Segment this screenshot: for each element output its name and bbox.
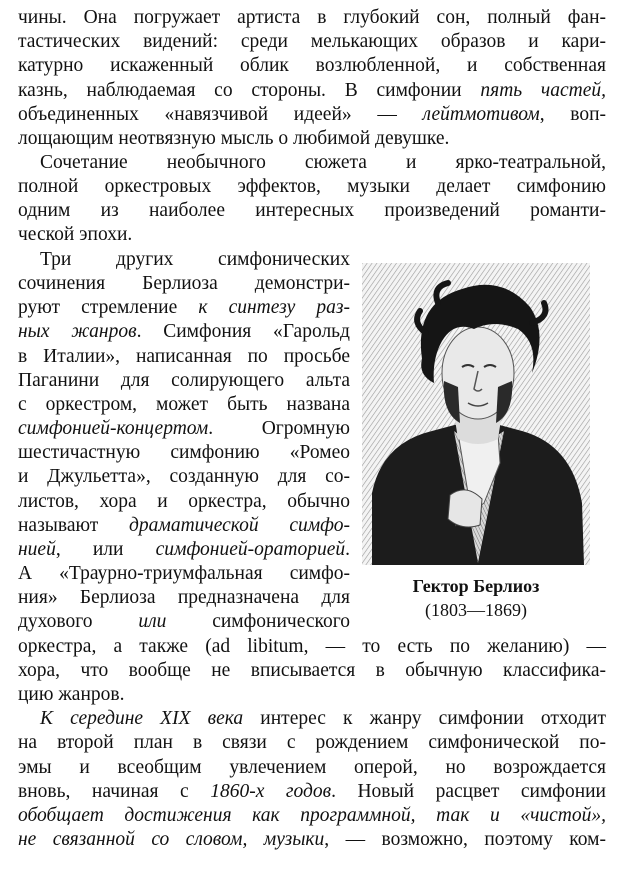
- text-line: ческой эпохи.: [18, 224, 133, 245]
- text-line: казнь, наблюдаемая со стороны. В симфонии пять частей,: [18, 80, 606, 101]
- text-line: листов, хора и оркестра, обычно: [18, 491, 350, 512]
- text-line: Три других симфонических: [40, 249, 350, 270]
- text-line: не связанной со словом, музыки, — возможно, поэтому ком-: [18, 829, 606, 850]
- portrait-engraving: [362, 263, 590, 565]
- text-line: называют драматической симфо-: [18, 515, 350, 536]
- text-line: одним из наиболее интересных произведений романти-: [18, 200, 606, 221]
- text-line: руют стремление к синтезу раз-: [18, 297, 350, 318]
- text-line: нией, или симфонией-ораторией.: [18, 539, 350, 560]
- text-line: тастических видений: среди мелькающих образов и кари-: [18, 31, 606, 52]
- text-line: Паганини для солирующего альта: [18, 370, 350, 391]
- text-line: катурно искаженный облик возлюбленной, и собственная: [18, 55, 606, 76]
- text-line: с оркестром, может быть названа: [18, 394, 350, 415]
- text-line: оркестра, а также (ad libitum, — то есть по желанию) —: [18, 636, 606, 657]
- text-line: духового или симфонического: [18, 611, 350, 632]
- text-line: в Италии», написанная по просьбе: [18, 346, 350, 367]
- text-line: ных жанров. Симфония «Гарольд: [18, 321, 350, 342]
- text-line: лощающим неотвязную мысль о любимой девушке.: [18, 128, 450, 149]
- text-line: шестичастную симфонию «Ромео: [18, 442, 350, 463]
- text-line: и Джульетта», созданную для со-: [18, 466, 350, 487]
- text-line: объединенных «навязчивой идеей» — лейтмотивом, воп-: [18, 104, 607, 125]
- text-line: Сочетание необычного сюжета и ярко-театральной,: [40, 152, 606, 173]
- text-line: чины. Она погружает артиста в глубокий сон, полный фан-: [18, 7, 606, 28]
- text-line: ния» Берлиоза предназначена для: [18, 587, 350, 608]
- text-line: обобщает достижения как программной, так и «чистой»,: [18, 805, 606, 826]
- berlioz-portrait: [362, 263, 590, 565]
- text-line: симфонией-концертом. Огромную: [18, 418, 350, 439]
- text-line: полной оркестровых эффектов, музыки делает симфонию: [18, 176, 606, 197]
- text-line: хора, что вообще не вписывается в обычную классифика-: [18, 660, 606, 681]
- portrait-caption-name: Гектор Берлиоз: [412, 576, 540, 596]
- text-line: К середине XIX века интерес к жанру симфонии отходит: [40, 708, 607, 729]
- text-line: сочинения Берлиоза демонстри-: [18, 273, 350, 294]
- text-line: А «Траурно-триумфальная симфо-: [18, 563, 350, 584]
- portrait-caption-years: (1803—1869): [425, 600, 527, 620]
- text-line: на второй план в связи с рождением симфонической по-: [18, 732, 606, 753]
- text-line: цию жанров.: [18, 684, 125, 705]
- text-line: эмы и всеобщим увлечением оперой, но возрождается: [18, 757, 606, 778]
- text-line: вновь, начиная с 1860-х годов. Новый расцвет симфонии: [18, 781, 606, 802]
